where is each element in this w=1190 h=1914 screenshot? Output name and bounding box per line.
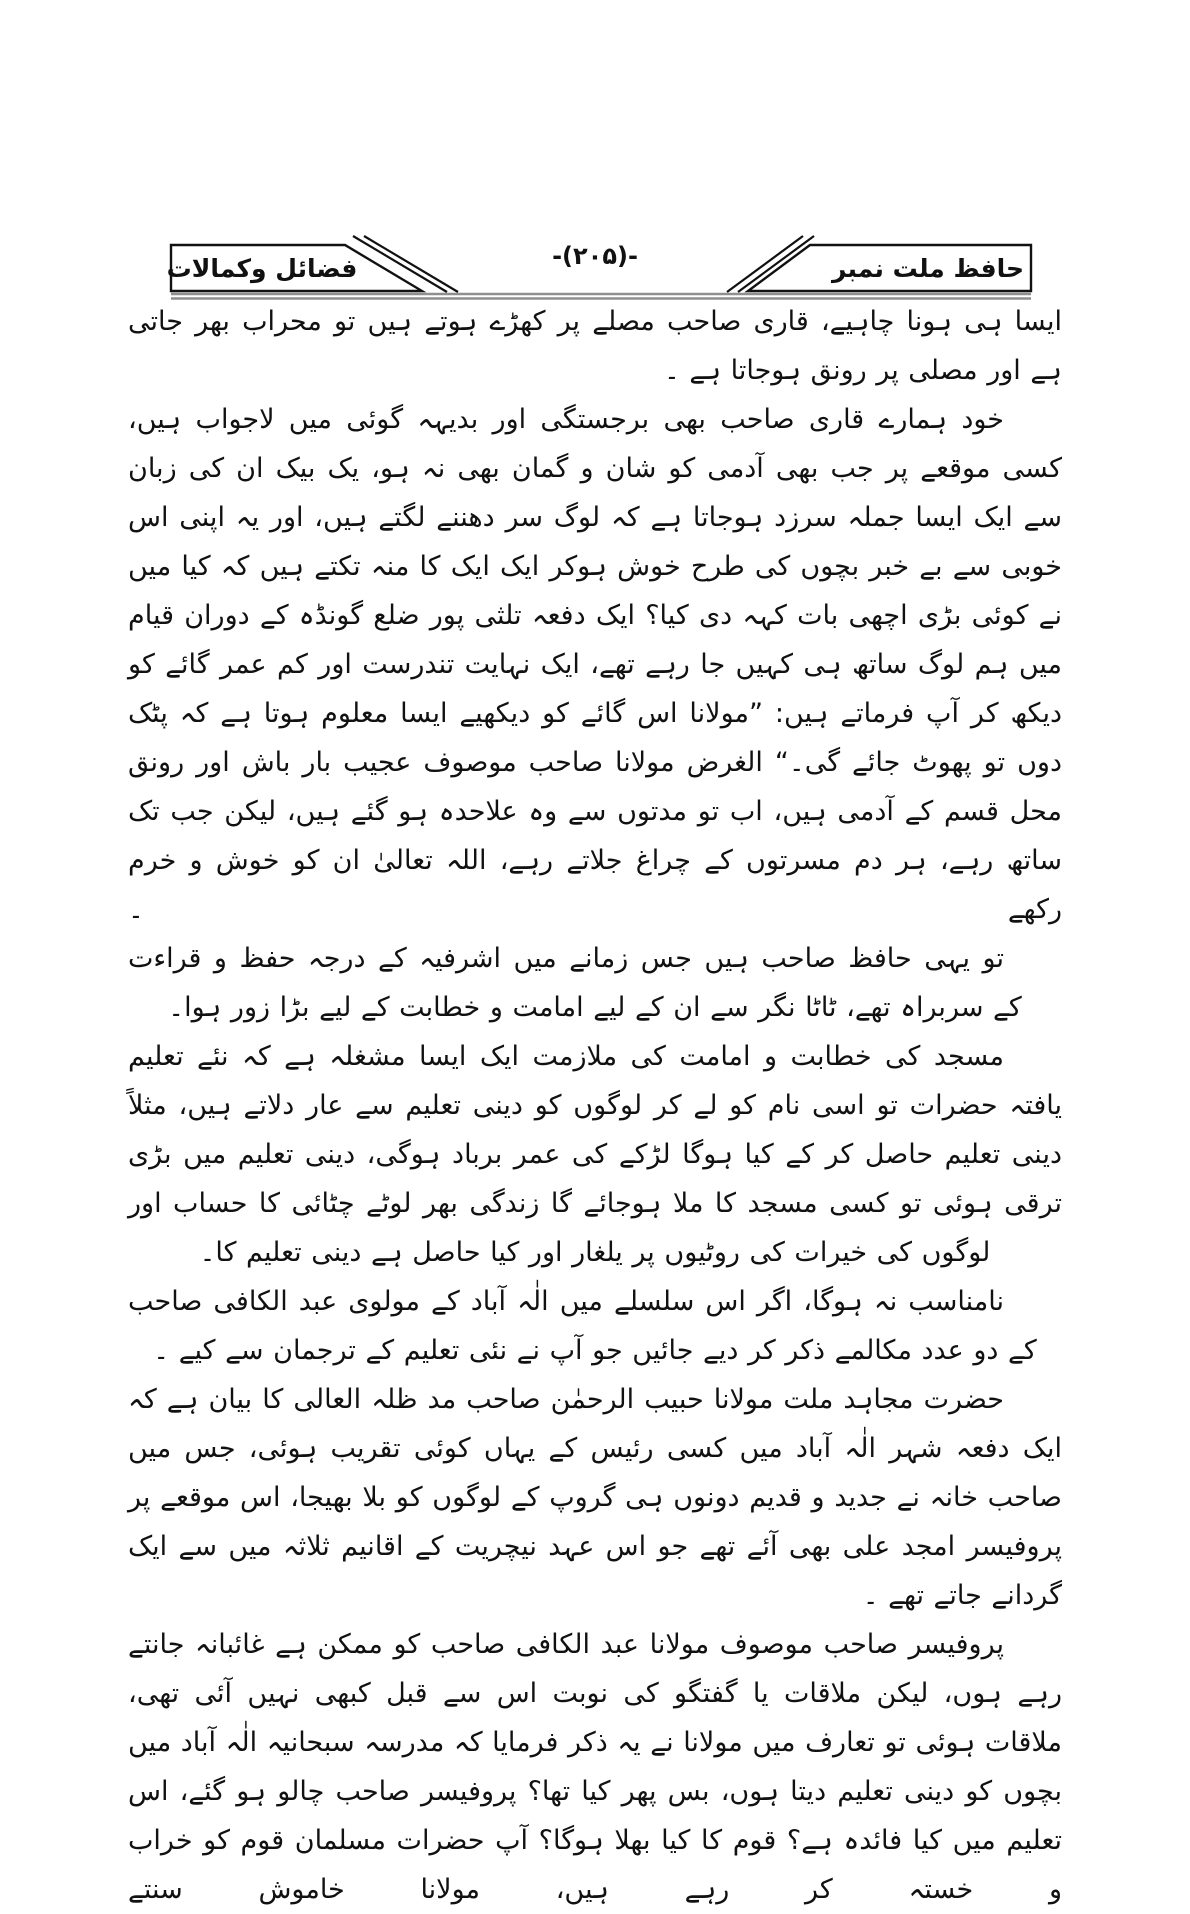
body-paragraph: مسجد کی خطابت و امامت کی ملازمت ایک ایسا مشغلہ ہے کہ نئے تعلیم یافتہ حضرات تو اسی نام کو لے کر لوگوں کو دینی تعلیم سے عار دلاتے ہیں، مثلاً دینی تعلیم حاصل کر کے کیا ہوگا لڑکے کی عمر برباد ہوگی، دینی تعلیم میں بڑی ترقی ہوئی تو کسی مسجد کا ملا ہوجائے گا زندگی بھر لوٹے چٹائی کا حساب اور لوگوں کی خیرات کی روٹیوں پر یلغار اور کیا حاصل ہے دینی تعلیم کا۔	[128, 1041, 1062, 1268]
body-text-block	[128, 297, 1062, 1914]
body-paragraph: تو یہی حافظ صاحب ہیں جس زمانے میں اشرفیہ کے درجہ حفظ و قراءت کے سربراہ تھے، ٹاٹا نگر سے ان کے لیے امامت و خطابت کے لیے بڑا زور ہوا۔	[128, 943, 1022, 1023]
body-paragraph: نامناسب نہ ہوگا، اگر اس سلسلے میں الٰہ آباد کے مولوی عبد الکافی صاحب کے دو عدد مکالمے ذکر کر دیے جائیں جو آپ نے نئی تعلیم کے ترجمان سے کیے ۔	[128, 1286, 1037, 1366]
header-right-box-label: حافظ ملت نمبر	[832, 253, 1025, 283]
body-paragraph: خود ہمارے قاری صاحب بھی برجستگی اور بدیہہ گوئی میں لاجواب ہیں، کسی موقعے پر جب بھی آدمی کو شان و گمان بھی نہ ہو، یک بیک ان کی زبان سے ایک ایسا جملہ سرزد ہوجاتا ہے کہ لوگ سر دھننے لگتے ہیں، اور یہ اپنی اس خوبی سے بے خبر بچوں کی طرح خوش ہوکر ایک ایک کا منہ تکتے ہیں کہ کیا میں نے کوئی بڑی اچھی بات کہہ دی کیا؟ ایک دفعہ تلثی پور ضلع گونڈہ کے دوران قیام میں ہم لوگ ساتھ ہی کہیں جا رہے تھے، ایک نہایت تندرست اور کم عمر گائے کو دیکھ کر آپ فرماتے ہیں: ”مولانا اس گائے کو دیکھیے ایسا معلوم ہوتا ہے کہ پٹک دوں تو پھوٹ جائے گی۔“ الغرض مولانا صاحب موصوف عجیب بار باش اور رونق محل قسم کے آدمی ہیں، اب تو مدتوں سے وہ علاحدہ ہو گئے ہیں، لیکن جب تک ساتھ رہے، ہر دم مسرتوں کے چراغ جلاتے رہے، اللہ تعالیٰ ان کو خوش و خرم رکھے ۔	[128, 404, 1062, 925]
body-paragraph: پروفیسر صاحب موصوف مولانا عبد الکافی صاحب کو ممکن ہے غائبانہ جانتے رہے ہوں، لیکن ملاقات یا گفتگو کی نوبت اس سے قبل کبھی نہیں آئی تھی، ملاقات ہوئی تو تعارف میں مولانا نے یہ ذکر فرمایا کہ مدرسہ سبحانیہ الٰہ آباد میں بچوں کو دینی تعلیم دیتا ہوں، بس پھر کیا تھا؟ پروفیسر صاحب چالو ہو گئے، اس تعلیم میں کیا فائدہ ہے؟ قوم کا کیا بھلا ہوگا؟ آپ حضرات مسلمان قوم کو خراب و خستہ کر رہے ہیں، مولانا خاموش سنتے	[128, 1629, 1062, 1905]
body-paragraph: ایسا ہی ہونا چاہیے، قاری صاحب مصلے پر کھڑے ہوتے ہیں تو محراب بھر جاتی ہے اور مصلی پر رونق ہوجاتا ہے ۔	[128, 306, 1062, 386]
body-paragraph: حضرت مجاہد ملت مولانا حبیب الرحمٰن صاحب مد ظلہ العالی کا بیان ہے کہ ایک دفعہ شہر الٰہ آباد میں کسی رئیس کے یہاں کوئی تقریب ہوئی، جس میں صاحب خانہ نے جدید و قدیم دونوں ہی گروپ کے لوگوں کو بلا بھیجا، اس موقعے پر پروفیسر امجد علی بھی آئے تھے جو اس عہد نیچریت کے اقانیم ثلاثہ میں سے ایک گردانے جاتے تھے ۔	[128, 1384, 1062, 1611]
header-left-box-label: فضائل وکمالات	[166, 253, 358, 283]
page-number: -(۲۰۵)-	[552, 242, 638, 270]
